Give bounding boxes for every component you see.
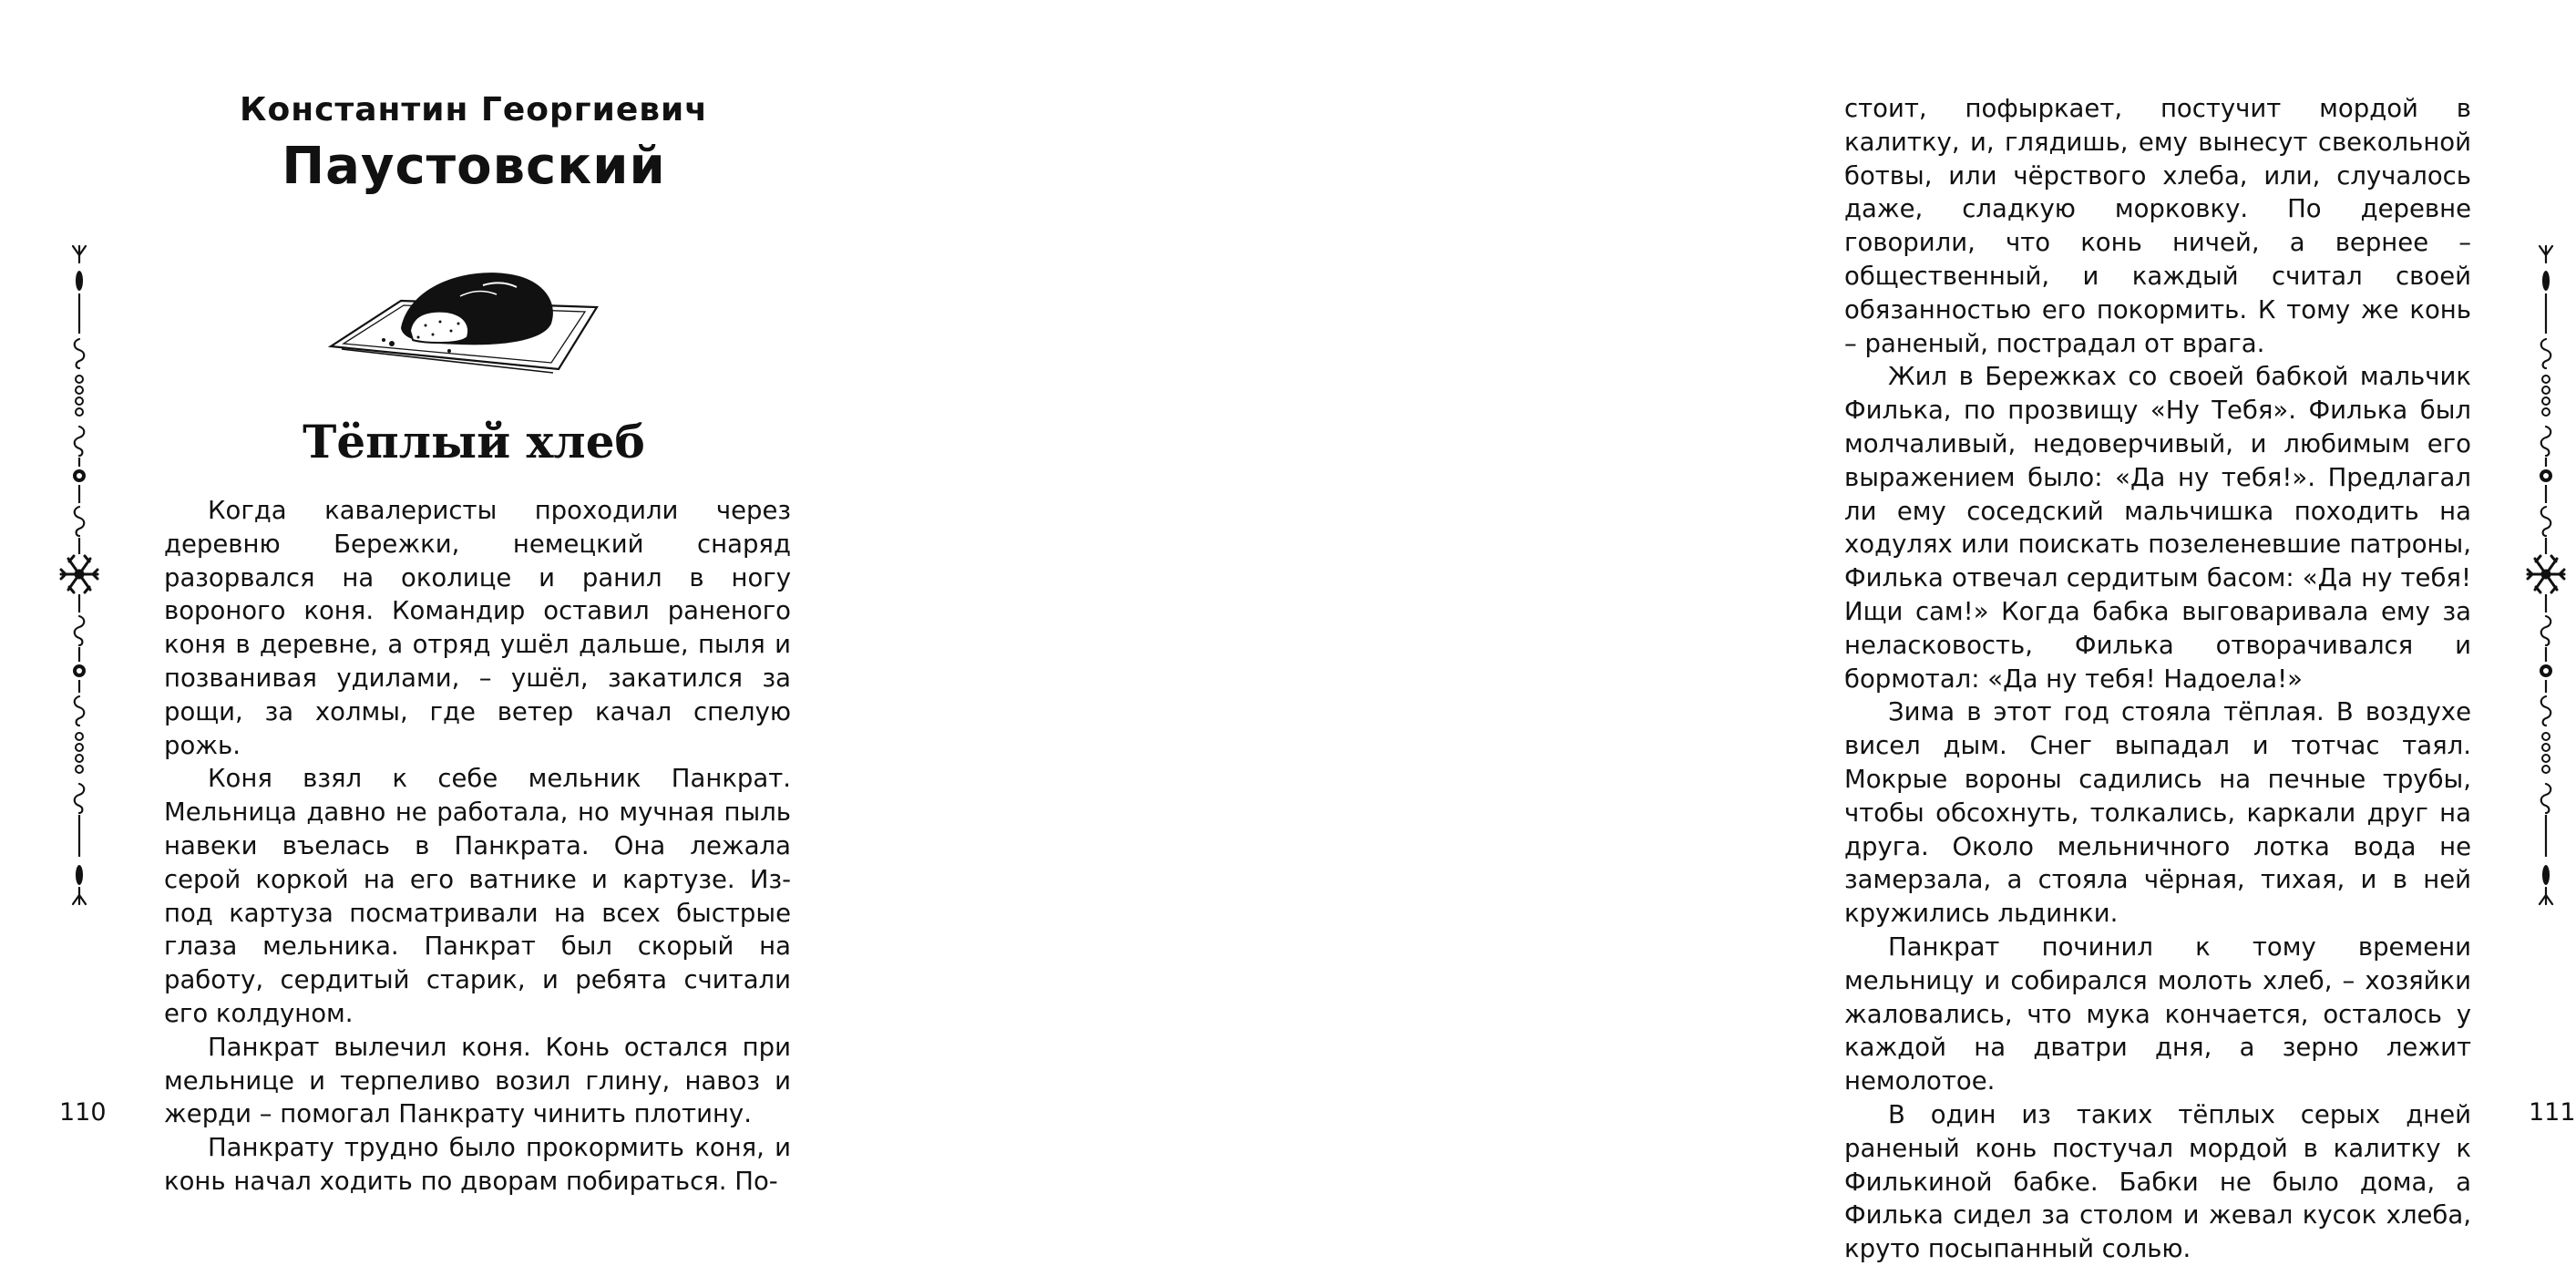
author-first-names: Константин Георгиевич: [240, 91, 708, 129]
page-number-right: 111: [2529, 1098, 2576, 1127]
paragraph: стоит, пофыркает, постучит мордой в калитку, и, глядишь, ему вынесут свекольной ботвы, или чёрствого хлеба, или, случалось даже, сладкую морковку. По деревне говорили, что конь ничей, а вернее – общественный, и каждый считал своей обязанностью его покормить. К тому же конь – раненый, пострадал от врага.: [1844, 94, 2471, 358]
left-page-text: [164, 494, 791, 1199]
paragraph: Когда кавалеристы проходили через деревню Бережки, немецкий снаряд разорвался на околице и ранил в ногу вороного коня. Командир оставил раненого коня в деревне, а отряд ушёл дальше, пыля и позванивая удилами, – ушёл, закатился за рощи, за холмы, где ветер качал спелую рожь.: [164, 496, 791, 760]
page-number-left: 110: [59, 1098, 107, 1127]
author-last-name: Паустовский: [282, 137, 666, 196]
ornament-left-icon: [56, 239, 102, 913]
right-page: [872, 0, 2576, 1265]
paragraph: Панкрат вылечил коня. Конь остался при мельнице и терпеливо возил глину, навоз и жерди – помогал Панкрату чинить плотину.: [164, 1032, 791, 1129]
paragraph: Жил в Бережках со своей бабкой мальчик Филька, по прозвищу «Ну Тебя». Филька был молчаливый, недоверчивый, и любимым его выражением было: «Да ну тебя!». Предлагал ли ему соседский мальчишка походить на ходулях или поискать позеленевшие патроны, Филька отвечал сердитым басом: «Да ну тебя! Ищи сам!» Когда бабка выговаривала ему за неласковость, Филька отворачивался и бормотал: «Да ну тебя! Надоела!»: [1844, 362, 2471, 694]
paragraph: Зима в этот год стояла тёплая. В воздухе висел дым. Снег выпадал и тотчас таял. Мокрые вороны садились на печные трубы, чтобы обсохнуть, толкались, каркали друг на друга. Около мельничного лотка вода не замерзала, а стояла чёрная, тихая, и в ней кружились льдинки.: [1844, 697, 2471, 929]
bread-on-napkin-icon: [323, 260, 606, 383]
right-page-text: [1844, 92, 2471, 1266]
paragraph: Панкрату трудно было прокормить коня, и конь начал ходить по дворам побираться. По-: [164, 1133, 791, 1196]
paragraph: Панкрат починил к тому времени мельницу и собирался молоть хлеб, – хозяйки жаловались, что мука кончается, осталось у каждой на дватри дня, а зерно лежит немолотое.: [1844, 931, 2471, 1096]
ornament-right-icon: [2523, 239, 2569, 913]
left-page: [0, 0, 872, 1265]
story-title: Тёплый хлеб: [303, 415, 645, 468]
paragraph: Коня взял к себе мельник Панкрат. Мельница давно не работала, но мучная пыль навеки въелась в Панкрата. Она лежала серой коркой на его ватнике и картузе. Из-под картуза посматривали на всех быстрые глаза мельника. Панкрат был скорый на работу, сердитый старик, и ребята считали его колдуном.: [164, 764, 791, 1028]
paragraph: В один из таких тёплых серых дней раненый конь постучал мордой в калитку к Филькиной бабке. Бабки не было дома, а Филька сидел за столом и жевал кусок хлеба, круто посыпанный солью.: [1844, 1099, 2471, 1264]
